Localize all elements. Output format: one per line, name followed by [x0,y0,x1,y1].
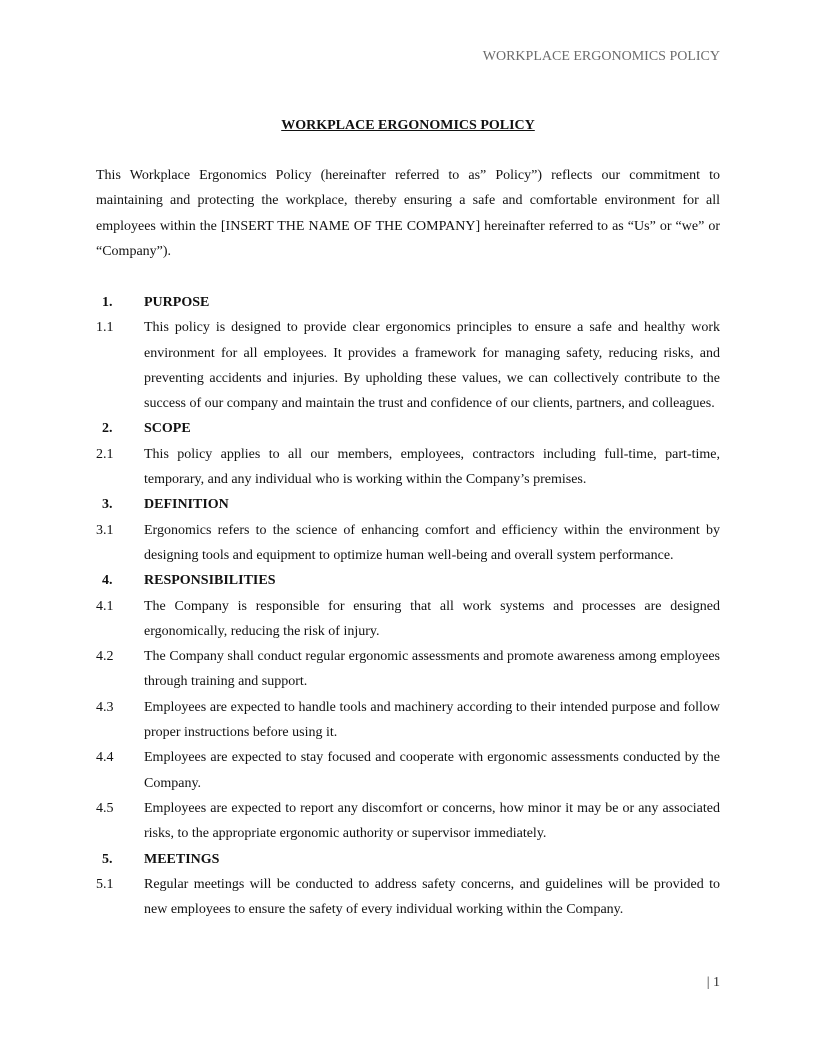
section-title: MEETINGS [144,851,220,867]
clause [96,695,720,746]
section-heading [96,568,720,593]
clause-number: 5.1 [96,876,114,892]
page-number: | 1 [706,975,720,990]
section-number: 4. [102,573,113,589]
clause-text: This policy is designed to provide clear ergonomics principles to ensure a safe and healthy work environment for all employees. It provides a framework for managing safety, reducing risks, and preventing accidents and injuries. By upholding these values, we can collectively contribute to the success of our company and maintain the trust and confidence of our clients, partners, and colleagues. [144,320,720,412]
running-header: WORKPLACE ERGONOMICS POLICY [482,49,720,64]
clause-text: Employees are expected to stay focused and cooperate with ergonomic assessments conducted by the Company. [144,750,720,791]
section-number: 5. [102,851,113,867]
section-heading [96,290,720,315]
clause [96,518,720,569]
clause-text: The Company shall conduct regular ergonomic assessments and promote awareness among employees through training and support. [144,649,720,690]
clause [96,315,720,416]
clause-text: Regular meetings will be conducted to address safety concerns, and guidelines will be provided to new employees to ensure the safety of every individual working within the Company. [144,876,720,918]
clause [96,594,720,645]
section-title: RESPONSIBILITIES [144,573,276,589]
document-title: WORKPLACE ERGONOMICS POLICY [281,118,535,133]
clause-number: 4.5 [96,800,114,816]
policy-sections [96,290,720,922]
section-title: DEFINITION [144,497,229,513]
clause-text: Ergonomics refers to the science of enhancing comfort and efficiency within the environment by designing tools and equipment to optimize human well-being and overall system performance. [144,522,720,563]
clause-text: The Company is responsible for ensuring that all work systems and processes are designed ergonomically, reducing the risk of injury. [144,598,720,639]
section-number: 1. [102,295,113,310]
clause-text: Employees are expected to report any discomfort or concerns, how minor it may be or any associated risks, to the appropriate ergonomic authority or supervisor immediately. [144,800,720,842]
clause-number: 4.4 [96,750,114,766]
intro-paragraph: This Workplace Ergonomics Policy (hereinafter referred to as” Policy”) reflects our commitment to maintaining and protecting the workplace, thereby ensuring a safe and comfortable environment for all employees within the [INSERT THE NAME OF THE COMPANY] hereinafter referred to as “Us” or “we” or “Company”). [96,168,720,259]
section-number: 3. [102,497,113,513]
clause-number: 4.2 [96,649,114,665]
clause-number: 4.1 [96,598,114,614]
clause [96,644,720,695]
section-number: 2. [102,421,113,437]
section-title: SCOPE [144,421,191,437]
clause-text: This policy applies to all our members, employees, contractors including full-time, part-time, temporary, and any individual who is working within the Company’s premises. [144,446,720,488]
section-heading [96,416,720,441]
clause-text: Employees are expected to handle tools and machinery according to their intended purpose and follow proper instructions before using it. [144,699,720,741]
clause [96,745,720,796]
clause-number: 3.1 [96,522,114,538]
section-heading [96,847,720,872]
clause-number: 2.1 [96,446,114,462]
section-title: PURPOSE [144,295,210,310]
clause [96,796,720,847]
clause [96,872,720,923]
clause [96,442,720,493]
clause-number: 1.1 [96,320,114,336]
section-heading [96,492,720,517]
clause-number: 4.3 [96,699,114,715]
